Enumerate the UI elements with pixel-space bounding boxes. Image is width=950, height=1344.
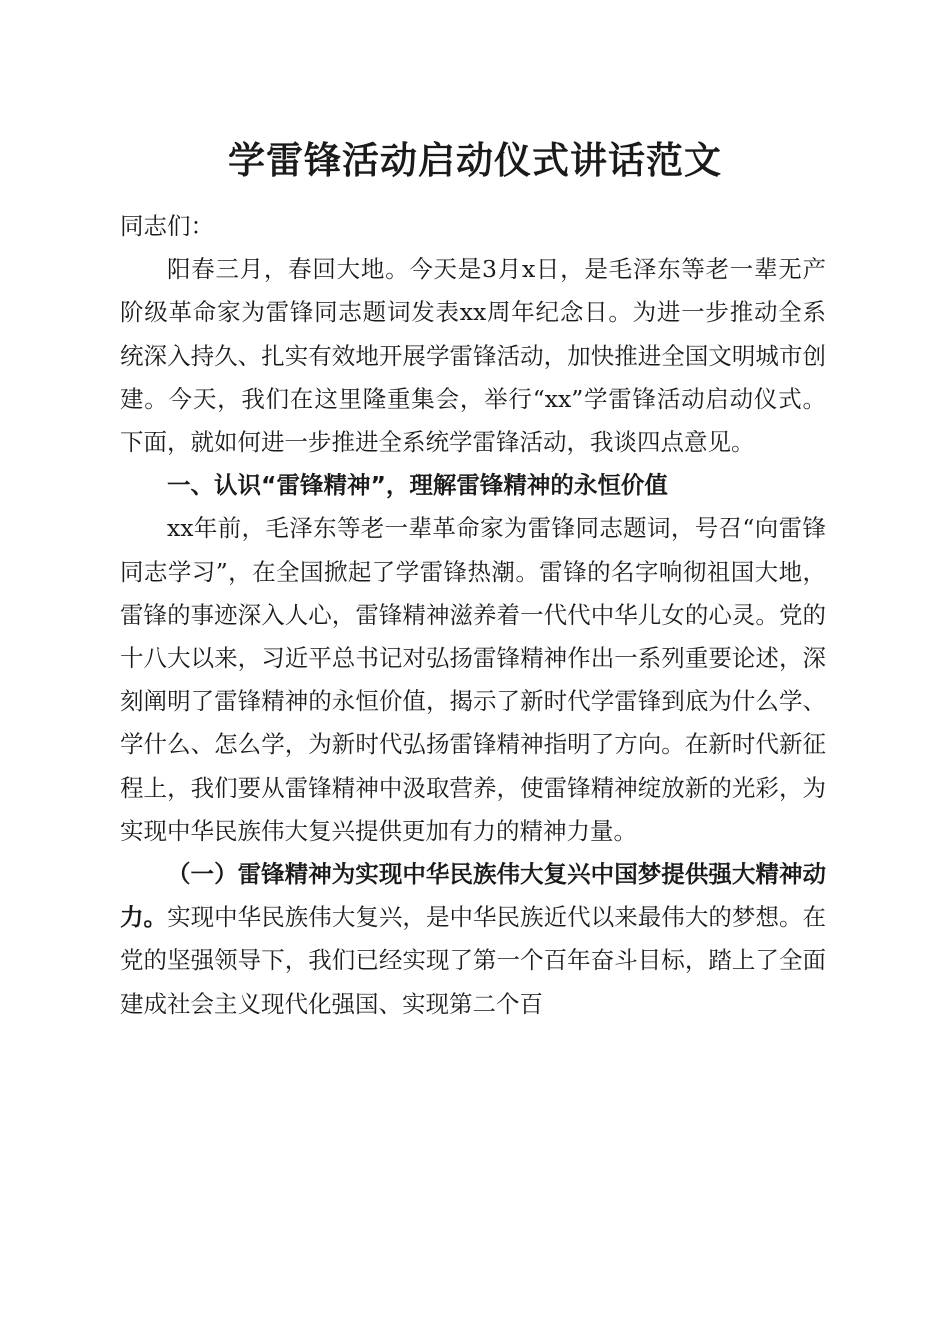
subsection-1-text: 实现中华民族伟大复兴，是中华民族近代以来最伟大的梦想。在党的坚强领导下，我们已经实现了第一个百年奋斗目标，踏上了全面建成社会主义现代化强国、实现第二个百 (120, 903, 827, 1018)
salutation: 同志们： (120, 212, 214, 240)
intro-paragraph: 阳春三月，春回大地。今天是3月x日，是毛泽东等老一辈无产阶级革命家为雷锋同志题词发表xx周年纪念日。为进一步推动全系统深入持久、扎实有效地开展学雷锋活动，加快推进全国文明城市创建。今天，我们在这里隆重集会，举行“xx”学雷锋活动启动仪式。下面，就如何进一步推进全系统学雷锋活动，我谈四点意见。 (120, 255, 826, 457)
document-body (120, 205, 826, 1026)
section-1-paragraph: xx年前，毛泽东等老一辈革命家为雷锋同志题词，号召“向雷锋同志学习”，在全国掀起了学雷锋热潮。雷锋的名字响彻祖国大地，雷锋的事迹深入人心，雷锋精神滋养着一代代中华儿女的心灵。党的十八大以来，习近平总书记对弘扬雷锋精神作出一系列重要论述，深刻阐明了雷锋精神的永恒价值，揭示了新时代学雷锋到底为什么学、学什么、怎么学，为新时代弘扬雷锋精神指明了方向。在新时代新征程上，我们要从雷锋精神中汲取营养，使雷锋精神绽放新的光彩，为实现中华民族伟大复兴提供更加有力的精神力量。 (120, 514, 826, 845)
subsection-1-paragraph (120, 853, 826, 1026)
subsection-1-heading: （一）雷锋精神为实现中华民族伟大复兴中国梦提供强大精神动力。 (120, 860, 826, 932)
section-1-heading: 一、认识“雷锋精神”，理解雷锋精神的永恒价值 (167, 471, 668, 500)
document-title: 学雷锋活动启动仪式讲话范文 (228, 139, 722, 182)
